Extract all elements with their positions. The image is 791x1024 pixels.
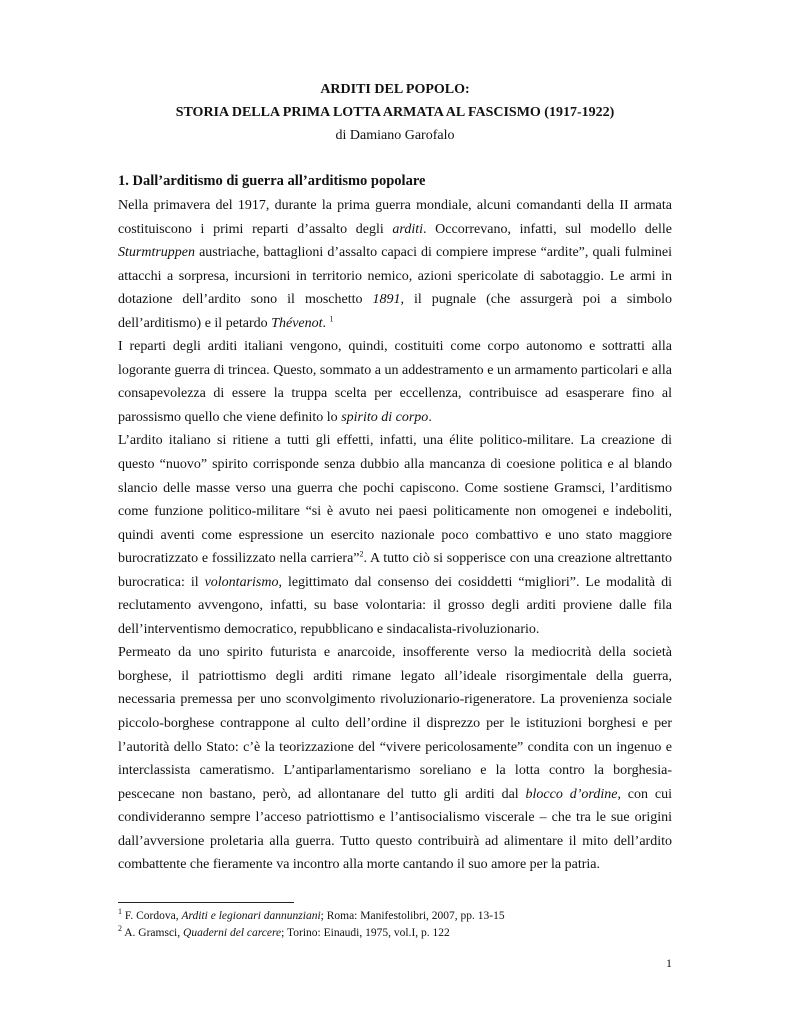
footnote-number: 1 <box>118 907 122 917</box>
text-run: . <box>428 409 432 425</box>
italic-text: Arditi e legionari dannunziani <box>181 910 321 922</box>
footnote-reference: 1 <box>329 314 334 324</box>
text-run: A. Gramsci, <box>122 927 184 939</box>
text-run: . Occorrevano, infatti, sul modello delle <box>423 221 672 237</box>
footnote <box>118 925 672 942</box>
italic-text: volontarismo <box>204 574 279 590</box>
text-run: , il pugnale (che assurgerà poi a simbolo dell’arditismo) e il petardo <box>118 292 672 331</box>
text-run: ; Roma: Manifestolibri, 2007, pp. 13-15 <box>320 910 505 922</box>
italic-text: spirito di corpo <box>341 409 429 425</box>
italic-text: arditi <box>392 221 424 237</box>
footnote-number: 2 <box>118 924 122 934</box>
italic-text: Quaderni del carcere <box>183 927 282 939</box>
title-line-2: STORIA DELLA PRIMA LOTTA ARMATA AL FASCISMO (1917-1922) <box>175 105 615 120</box>
text-run: , legittimato dal consenso dei cosiddetti “migliori”. Le modalità di reclutamento avvengono, infatti, su base volontaria: il grosso degli arditi proviene dalle fila dell’interventismo democratico, repubblicano e sindacalista-rivoluzionario. <box>118 574 672 637</box>
text-run: , con cui condivideranno sempre l’acceso patriottismo e l’antisocialismo viscerale – che tra le sue origini dall’avversione proletaria alla guerra. Tutto questo contribuirà ad alimentare il mito dell’ardito combattente che fieramente va incontro alla morte cantando il suo amore per la patria. <box>118 786 672 873</box>
paragraph <box>118 335 672 429</box>
text-run: Nella primavera del 1917, durante la prima guerra mondiale, alcuni comandanti della II armata costituiscono i primi reparti d’assalto degli <box>118 198 672 237</box>
section-heading: 1. Dall’arditismo di guerra all’arditismo popolare <box>118 173 426 189</box>
italic-text: 1891 <box>372 292 401 308</box>
text-run: . A tutto ciò si sopperisce con una creazione altrettanto burocratica: il <box>118 551 672 590</box>
footnotes <box>118 908 672 942</box>
text-run: austriache, battaglioni d’assalto capaci di compiere imprese “ardite”, quali fulminei attacchi a sorpresa, incursioni in territorio nemico, azioni spericolate di sabotaggio. Le armi in dotazione dell’ardito sono il moschetto <box>118 245 672 308</box>
text-run: . <box>322 315 330 331</box>
body-text <box>118 194 672 877</box>
author-line: di Damiano Garofalo <box>335 128 455 143</box>
italic-text: blocco d’ordine <box>525 786 618 802</box>
title-line-1: ARDITI DEL POPOLO: <box>320 82 470 97</box>
text-run: F. Cordova, <box>122 910 182 922</box>
page-number: 1 <box>666 956 672 970</box>
title-block <box>118 78 672 147</box>
paragraph <box>118 194 672 335</box>
text-run: Permeato da uno spirito futurista e anarcoide, insofferente verso la mediocrità della società borghese, il patriottismo degli arditi rimane legato all’ideale risorgimentale della guerra, necessaria premessa per uno sconvolgimento rivoluzionario-rigeneratore. La provenienza sociale piccolo-borghese contrappone al culto dell’ordine il disprezzo per le istituzioni borghesi e per l’autorità dello Stato: c’è la teorizzazione del “vivere pericolosamente” condita con un ingenuo e interclassista cameratismo. L’antiparlamentarismo soreliano e la lotta contro la borghesia-pescecane non bastano, però, ad allontanare del tutto gli arditi dal <box>118 645 672 802</box>
footnote-reference: 2 <box>359 549 364 559</box>
italic-text: Sturmtruppen <box>118 245 195 261</box>
footnote-separator <box>118 902 294 903</box>
italic-text: Thévenot <box>271 315 323 331</box>
text-run: L’ardito italiano si ritiene a tutti gli effetti, infatti, una élite politico-militare. La creazione di questo “nuovo” spirito corrisponde senza dubbio alla mancanza di coesione politica e al blando slancio delle masse verso una guerra che pochi capiscono. Come sostiene Gramsci, l’arditismo come funzione politico-militare “si è avuto nei paesi politicamente non omogenei e indeboliti, quindi aventi come espressione un esercito nazionale poco combattivo e uno stato maggiore burocratizzato e fossilizzato nella carriera” <box>118 433 672 567</box>
text-run: ; Torino: Einaudi, 1975, vol.I, p. 122 <box>281 927 450 939</box>
paragraph <box>118 641 672 876</box>
text-run: I reparti degli arditi italiani vengono, quindi, costituiti come corpo autonomo e sottratti alla logorante guerra di trincea. Questo, sommato a un addestramento e un armamento particolari e alla consapevolezza di essere la truppa scelta per eccellenza, contribuisce ad esasperare fino al parossismo quello che viene definito lo <box>118 339 672 425</box>
footnote <box>118 908 672 925</box>
paragraph <box>118 429 672 641</box>
